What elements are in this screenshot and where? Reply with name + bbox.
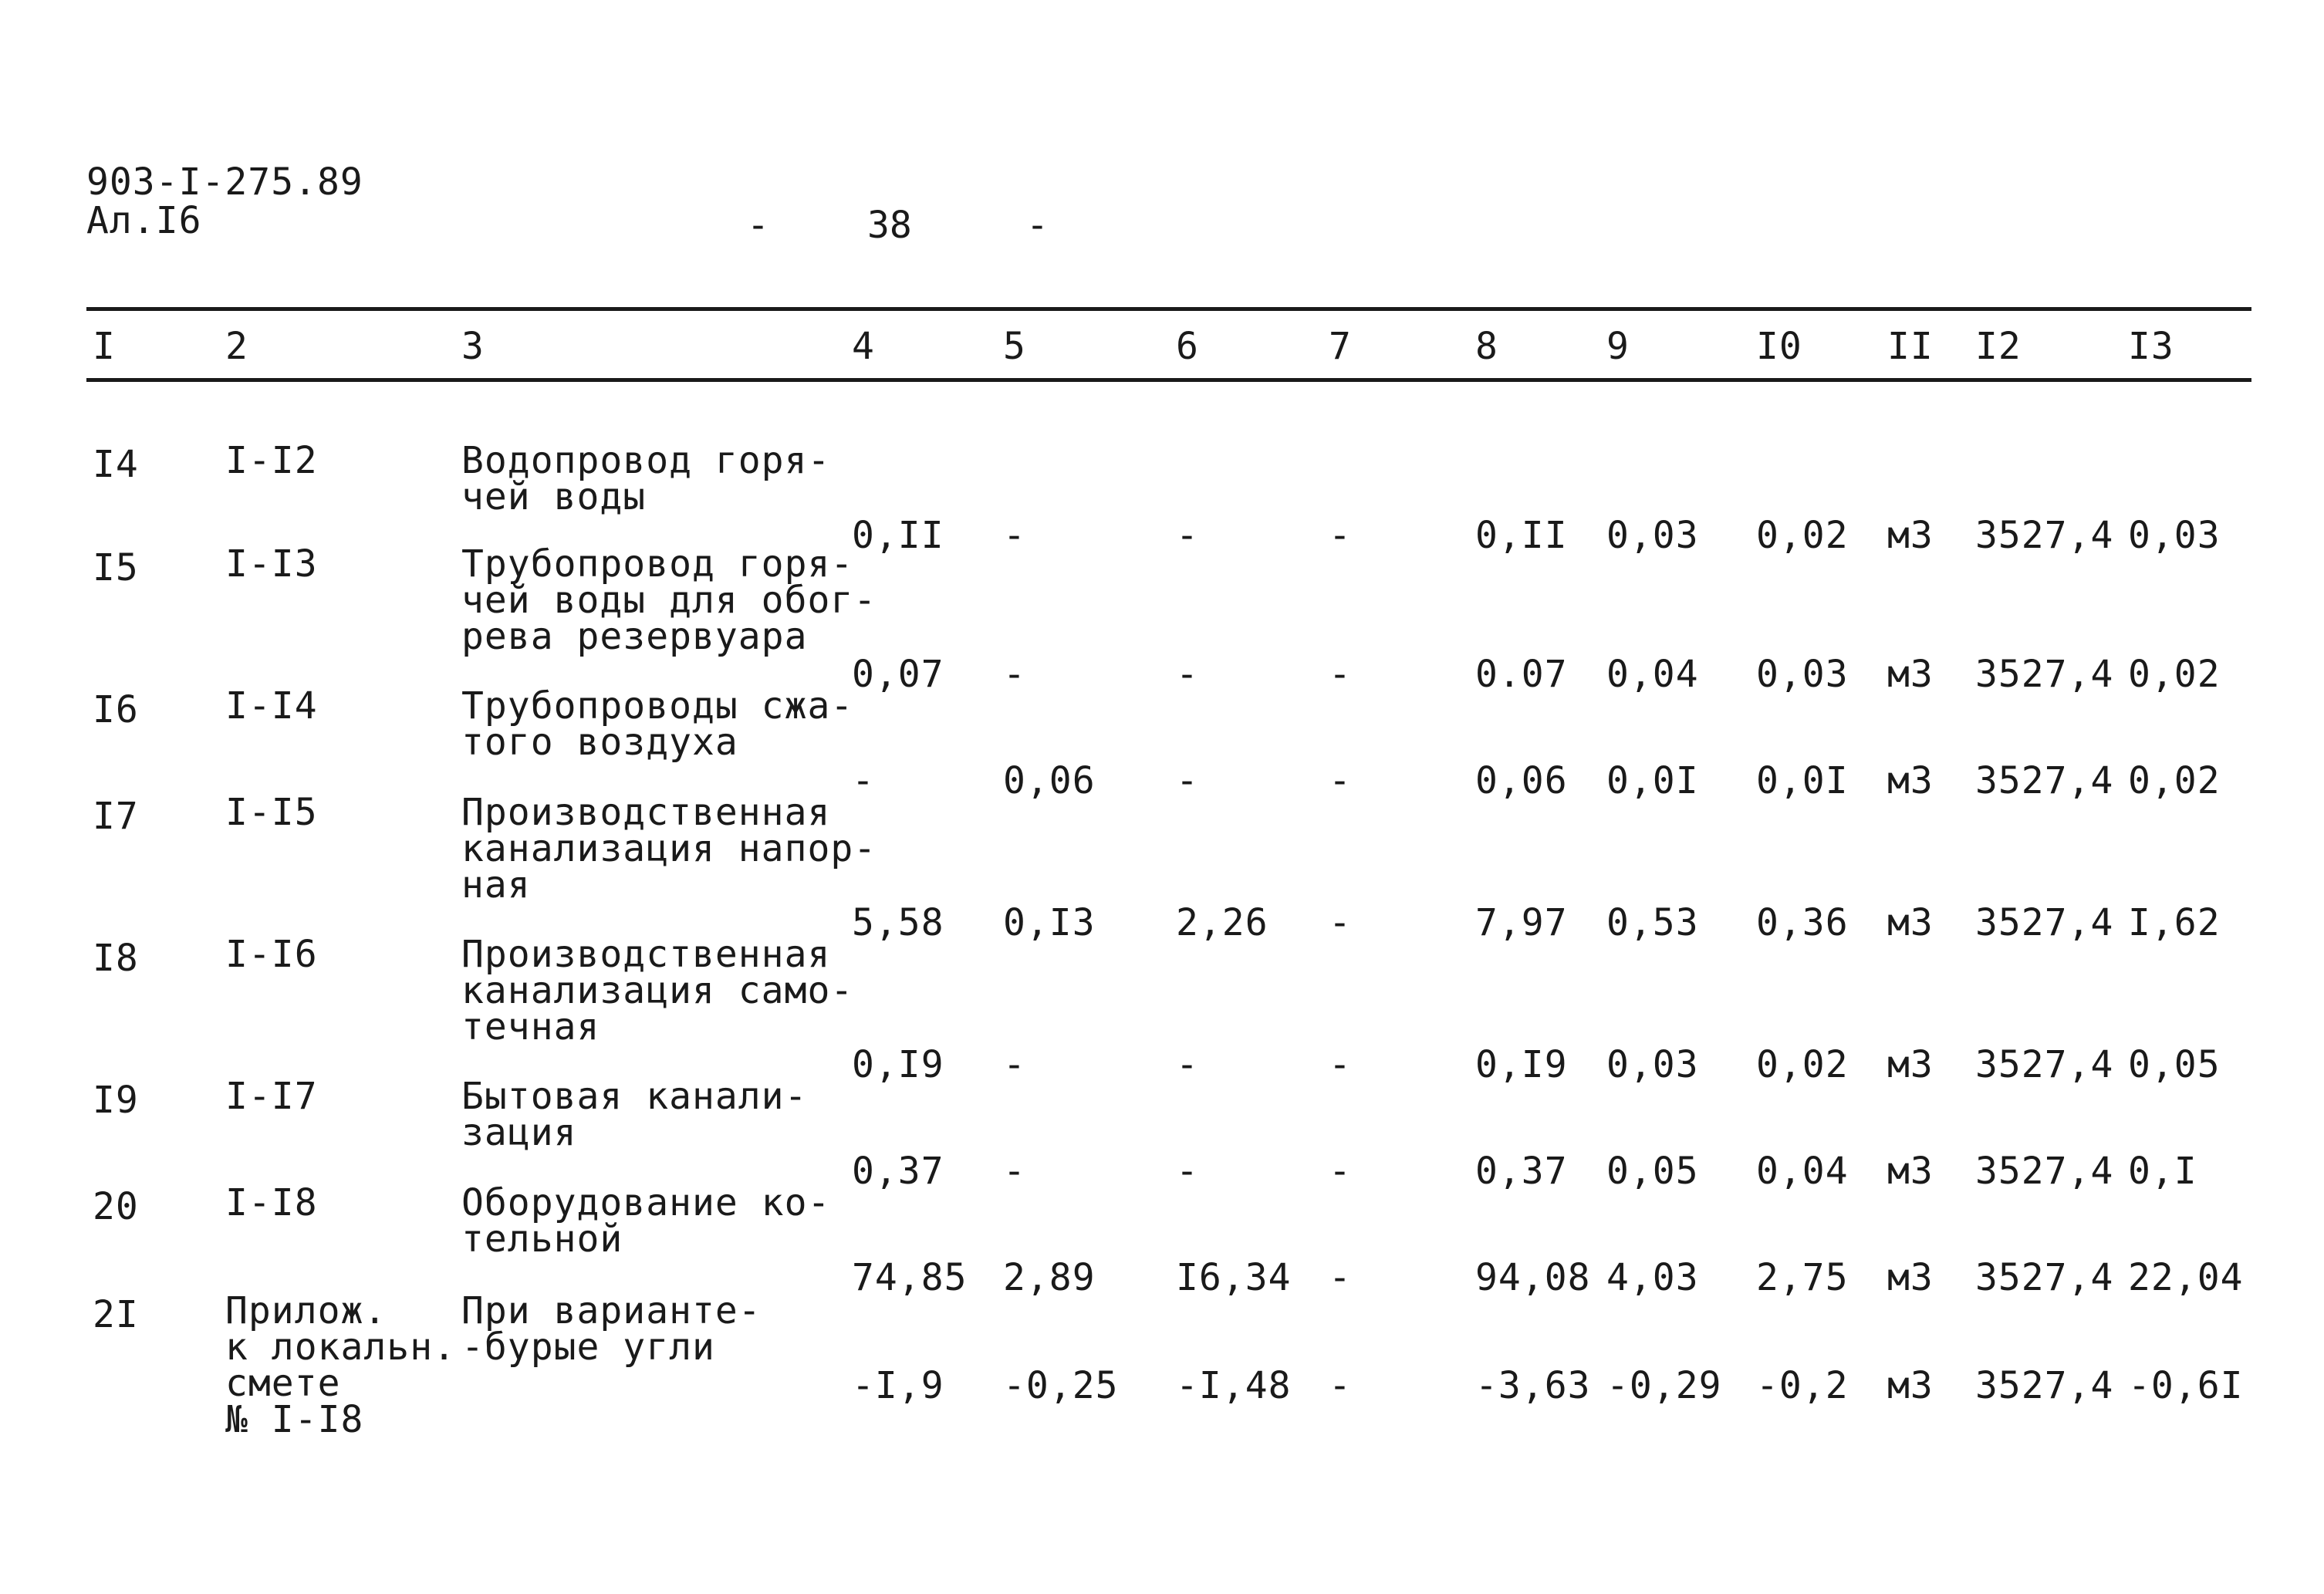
value-col-11: м3 [1887,653,1934,696]
column-header-4: 4 [852,325,875,368]
work-description: канализация само- [461,969,854,1012]
value-col-5: 2,89 [1003,1256,1096,1299]
value-col-12: 3527,4 [1975,1256,2114,1299]
value-col-5: 0,06 [1003,759,1096,802]
row-number: 20 [93,1185,139,1228]
work-description: канализация напор- [461,827,877,870]
value-col-12: 3527,4 [1975,1364,2114,1407]
row-number: I9 [93,1079,139,1122]
value-col-12: 3527,4 [1975,1043,2114,1086]
work-description: Трубопровод горя- [461,542,854,586]
work-description: При варианте- [461,1289,762,1332]
value-col-7: - [1329,1150,1352,1193]
value-col-11: м3 [1887,1256,1934,1299]
estimate-ref: I-I2 [225,439,318,482]
estimate-ref: I-I8 [225,1181,318,1224]
value-col-4: - [852,759,875,802]
value-col-9: 0,04 [1606,653,1699,696]
work-description: чей воды для обог- [461,579,877,622]
column-header-2: 2 [225,325,248,368]
estimate-ref: I-I6 [225,933,318,976]
value-col-12: 3527,4 [1975,653,2114,696]
work-description: течная [461,1005,600,1049]
page-dash-right: - [1026,204,1049,247]
value-col-7: - [1329,653,1352,696]
row-number: I8 [93,937,139,980]
estimate-ref: I-I3 [225,542,318,586]
value-col-7: - [1329,759,1352,802]
value-col-6: I6,34 [1176,1256,1292,1299]
document-code: 903-I-275.89 [86,160,363,204]
work-description: тельной [461,1217,623,1261]
value-col-4: 0,I9 [852,1043,944,1086]
value-col-12: 3527,4 [1975,759,2114,802]
value-col-6: - [1176,759,1199,802]
value-col-10: -0,2 [1756,1364,1849,1407]
value-col-13: 0,05 [2128,1043,2221,1086]
value-col-4: 0,II [852,514,944,557]
column-header-7: 7 [1329,325,1352,368]
work-description: ная [461,863,531,907]
value-col-9: 0,03 [1606,1043,1699,1086]
row-number: I6 [93,688,139,731]
work-description: Бытовая канали- [461,1075,808,1118]
value-col-8: 0,II [1475,514,1568,557]
estimate-ref: I-I7 [225,1075,318,1118]
value-col-11: м3 [1887,514,1934,557]
value-col-4: 0,07 [852,653,944,696]
row-number: I5 [93,546,139,589]
work-description: -бурые угли [461,1326,715,1369]
page-number: 38 [867,204,912,247]
value-col-9: 0,0I [1606,759,1699,802]
value-col-5: - [1003,653,1026,696]
value-col-6: - [1176,1043,1199,1086]
value-col-10: 2,75 [1756,1256,1849,1299]
value-col-10: 0,04 [1756,1150,1849,1193]
value-col-13: 0,03 [2128,514,2221,557]
estimate-ref: I-I4 [225,684,318,728]
value-col-8: 0,06 [1475,759,1568,802]
value-col-5: - [1003,1043,1026,1086]
value-col-9: -0,29 [1606,1364,1722,1407]
value-col-5: - [1003,1150,1026,1193]
value-col-7: - [1329,901,1352,944]
value-col-9: 4,03 [1606,1256,1699,1299]
table-top-rule [86,307,2251,311]
value-col-10: 0,03 [1756,653,1849,696]
value-col-7: - [1329,1256,1352,1299]
sheet-label: Ал.I6 [86,199,202,242]
estimate-ref: Прилож. [225,1289,387,1332]
row-number: I7 [93,795,139,838]
value-col-12: 3527,4 [1975,514,2114,557]
value-col-8: -3,63 [1475,1364,1591,1407]
value-col-13: 22,04 [2128,1256,2244,1299]
work-description: Оборудование ко- [461,1181,831,1224]
value-col-10: 0,0I [1756,759,1849,802]
value-col-8: 0,I9 [1475,1043,1568,1086]
column-header-11: II [1887,325,1934,368]
work-description: рева резервуара [461,615,808,658]
column-header-5: 5 [1003,325,1026,368]
value-col-9: 0,03 [1606,514,1699,557]
value-col-6: 2,26 [1176,901,1268,944]
value-col-9: 0,05 [1606,1150,1699,1193]
column-header-12: I2 [1975,325,2022,368]
column-header-10: I0 [1756,325,1802,368]
value-col-8: 7,97 [1475,901,1568,944]
value-col-13: I,62 [2128,901,2221,944]
value-col-12: 3527,4 [1975,1150,2114,1193]
column-header-3: 3 [461,325,485,368]
value-col-6: - [1176,514,1199,557]
estimate-ref: I-I5 [225,791,318,834]
value-col-10: 0,02 [1756,514,1849,557]
value-col-6: - [1176,1150,1199,1193]
value-col-10: 0,02 [1756,1043,1849,1086]
value-col-13: 0,I [2128,1150,2197,1193]
value-col-8: 0,37 [1475,1150,1568,1193]
value-col-4: -I,9 [852,1364,944,1407]
value-col-13: -0,6I [2128,1364,2244,1407]
value-col-12: 3527,4 [1975,901,2114,944]
value-col-4: 0,37 [852,1150,944,1193]
value-col-11: м3 [1887,901,1934,944]
value-col-5: -0,25 [1003,1364,1119,1407]
value-col-5: - [1003,514,1026,557]
column-header-9: 9 [1606,325,1630,368]
value-col-6: -I,48 [1176,1364,1292,1407]
value-col-11: м3 [1887,1043,1934,1086]
value-col-8: 94,08 [1475,1256,1591,1299]
column-header-6: 6 [1176,325,1199,368]
value-col-11: м3 [1887,1150,1934,1193]
row-number: I4 [93,443,139,486]
page-dash-left: - [747,204,769,247]
column-header-1: I [93,325,116,368]
work-description: чей воды [461,475,647,518]
work-description: Производственная [461,933,831,976]
work-description: Трубопроводы сжа- [461,684,854,728]
value-col-4: 74,85 [852,1256,968,1299]
value-col-13: 0,02 [2128,759,2221,802]
value-col-6: - [1176,653,1199,696]
work-description: Водопровод горя- [461,439,831,482]
estimate-ref: к локальн. [225,1326,456,1369]
value-col-7: - [1329,514,1352,557]
column-header-8: 8 [1475,325,1498,368]
value-col-9: 0,53 [1606,901,1699,944]
value-col-10: 0,36 [1756,901,1849,944]
value-col-7: - [1329,1043,1352,1086]
row-number: 2I [93,1293,139,1336]
estimate-ref: № I-I8 [225,1398,364,1441]
value-col-5: 0,I3 [1003,901,1096,944]
work-description: Производственная [461,791,831,834]
column-header-13: I3 [2128,325,2174,368]
value-col-4: 5,58 [852,901,944,944]
value-col-11: м3 [1887,1364,1934,1407]
work-description: зация [461,1111,577,1154]
value-col-8: 0.07 [1475,653,1568,696]
value-col-7: - [1329,1364,1352,1407]
work-description: того воздуха [461,721,738,764]
value-col-13: 0,02 [2128,653,2221,696]
table-header-rule [86,378,2251,382]
estimate-ref: смете [225,1362,341,1405]
value-col-11: м3 [1887,759,1934,802]
